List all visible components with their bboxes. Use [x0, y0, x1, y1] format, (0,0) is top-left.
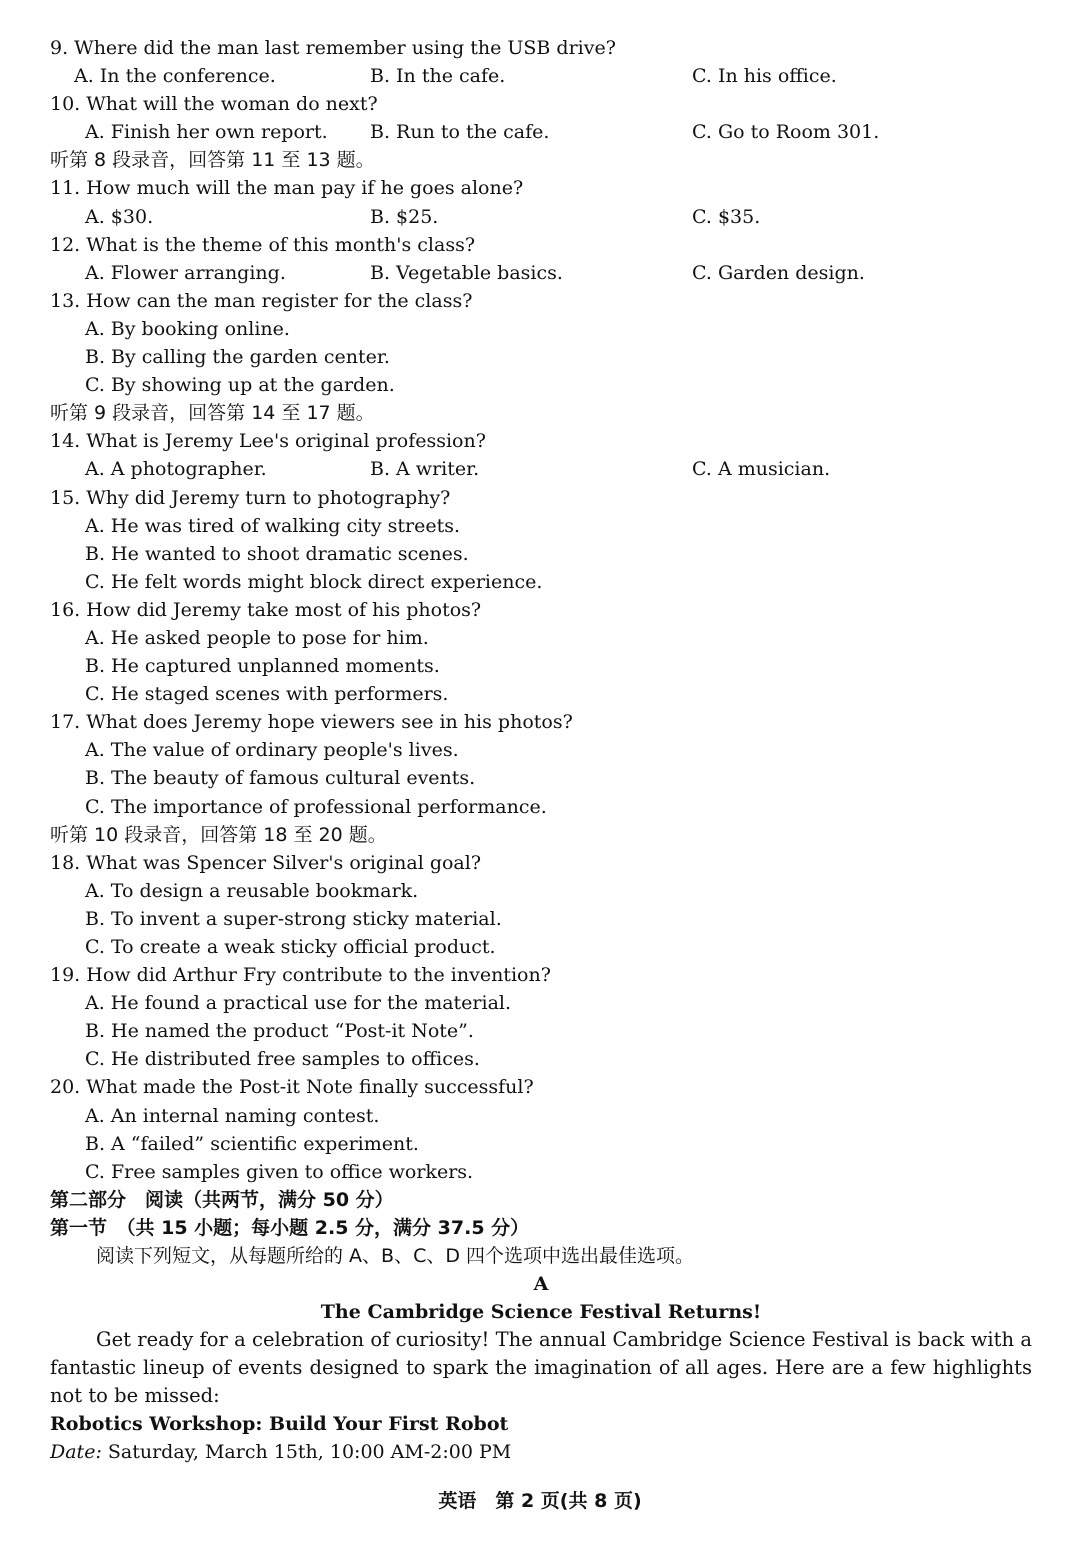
passage-label: A: [533, 1273, 549, 1296]
option-a: A. He found a practical use for the material.: [85, 992, 512, 1015]
question-10: 10. What will the woman do next?: [50, 93, 378, 116]
option-c: C. He distributed free samples to offices.: [85, 1048, 480, 1071]
passage-intro: Get ready for a celebration of curiosity! The annual Cambridge Science Festival is back with a fantastic lineup of events designed to spark the imagination of all ages. Here are a few highlights not to be missed:: [50, 1328, 1032, 1408]
section-10-instruction: 听第 10 段录音，回答第 18 至 20 题。: [50, 823, 387, 846]
question-11-options: [50, 203, 1032, 231]
question-15: 15. Why did Jeremy turn to photography?: [50, 486, 451, 509]
question-14: 14. What is Jeremy Lee's original profession?: [50, 430, 486, 453]
option-b: B. Vegetable basics.: [370, 261, 563, 284]
event-date: [50, 1438, 1032, 1466]
option-b: B. To invent a super-strong sticky material.: [85, 907, 502, 930]
option-b: B. By calling the garden center.: [85, 346, 390, 369]
option-a: A. He asked people to pose for him.: [85, 626, 429, 649]
option-c: C. To create a weak sticky official product.: [85, 936, 496, 958]
option-b: B. In the cafe.: [370, 65, 506, 88]
option-a: A. An internal naming contest.: [85, 1104, 380, 1127]
option-b: B. He captured unplanned moments.: [85, 655, 440, 678]
option-a: A. To design a reusable bookmark.: [85, 879, 419, 902]
section-8-instruction: 听第 8 段录音，回答第 11 至 13 题。: [50, 149, 375, 172]
reading-instruction: 阅读下列短文，从每题所给的 A、B、C、D 四个选项中选出最佳选项。: [96, 1245, 695, 1268]
option-c: C. Garden design.: [692, 261, 865, 284]
question-18: 18. What was Spencer Silver's original goal?: [50, 851, 482, 874]
part-2-heading: 第二部分 阅读（共两节，满分 50 分）: [50, 1188, 394, 1211]
option-c: C. $35.: [692, 205, 761, 228]
event-date-label: Date:: [50, 1441, 102, 1464]
option-b: B. $25.: [370, 205, 439, 228]
option-c: C. A musician.: [692, 458, 831, 481]
section-1-heading: 第一节 （共 15 小题；每小题 2.5 分，满分 37.5 分）: [50, 1216, 530, 1239]
question-12: 12. What is the theme of this month's class?: [50, 233, 476, 256]
question-20: 20. What made the Post-it Note finally successful?: [50, 1076, 534, 1099]
option-c: C. He staged scenes with performers.: [85, 683, 449, 706]
option-a: A. $30.: [85, 205, 154, 228]
page-footer: 英语 第 2 页(共 8 页): [438, 1490, 642, 1512]
option-c: C. Free samples given to office workers.: [85, 1160, 474, 1183]
option-c: C. He felt words might block direct experience.: [85, 570, 543, 593]
option-a: A. The value of ordinary people's lives.: [85, 739, 459, 762]
question-16: 16. How did Jeremy take most of his photos?: [50, 598, 482, 621]
option-b: B. The beauty of famous cultural events.: [85, 767, 476, 790]
option-c: C. Go to Room 301.: [692, 121, 880, 144]
event-date-value: Saturday, March 15th, 10:00 AM-2:00 PM: [101, 1441, 512, 1464]
option-b: B. A writer.: [370, 458, 480, 481]
option-c: C. The importance of professional performance.: [85, 795, 547, 818]
question-12-options: [50, 259, 1032, 287]
option-c: C. In his office.: [692, 65, 837, 88]
passage-title: The Cambridge Science Festival Returns!: [320, 1301, 762, 1324]
question-19: 19. How did Arthur Fry contribute to the invention?: [50, 964, 551, 987]
question-14-options: [50, 455, 1032, 483]
option-b: B. Run to the cafe.: [370, 121, 550, 144]
option-a: A. He was tired of walking city streets.: [85, 514, 460, 537]
section-9-instruction: 听第 9 段录音，回答第 14 至 17 题。: [50, 402, 375, 425]
question-13: 13. How can the man register for the class?: [50, 289, 473, 312]
question-10-options: [50, 118, 1032, 146]
option-c: C. By showing up at the garden.: [85, 374, 395, 397]
option-a: A. By booking online.: [85, 317, 290, 340]
question-17: 17. What does Jeremy hope viewers see in his photos?: [50, 711, 573, 734]
question-11: 11. How much will the man pay if he goes alone?: [50, 177, 524, 200]
option-a: A. Flower arranging.: [85, 261, 286, 284]
option-a: A. Finish her own report.: [85, 121, 328, 144]
option-a: A. A photographer.: [85, 458, 267, 481]
question-9-options: [50, 62, 1032, 90]
event-title: Robotics Workshop: Build Your First Robot: [50, 1413, 509, 1436]
option-b: B. He wanted to shoot dramatic scenes.: [85, 542, 469, 565]
option-b: B. He named the product “Post-it Note”.: [85, 1020, 474, 1043]
question-9: 9. Where did the man last remember using the USB drive?: [50, 37, 616, 59]
option-b: B. A “failed” scientific experiment.: [85, 1132, 419, 1155]
option-a: A. In the conference.: [74, 65, 276, 88]
